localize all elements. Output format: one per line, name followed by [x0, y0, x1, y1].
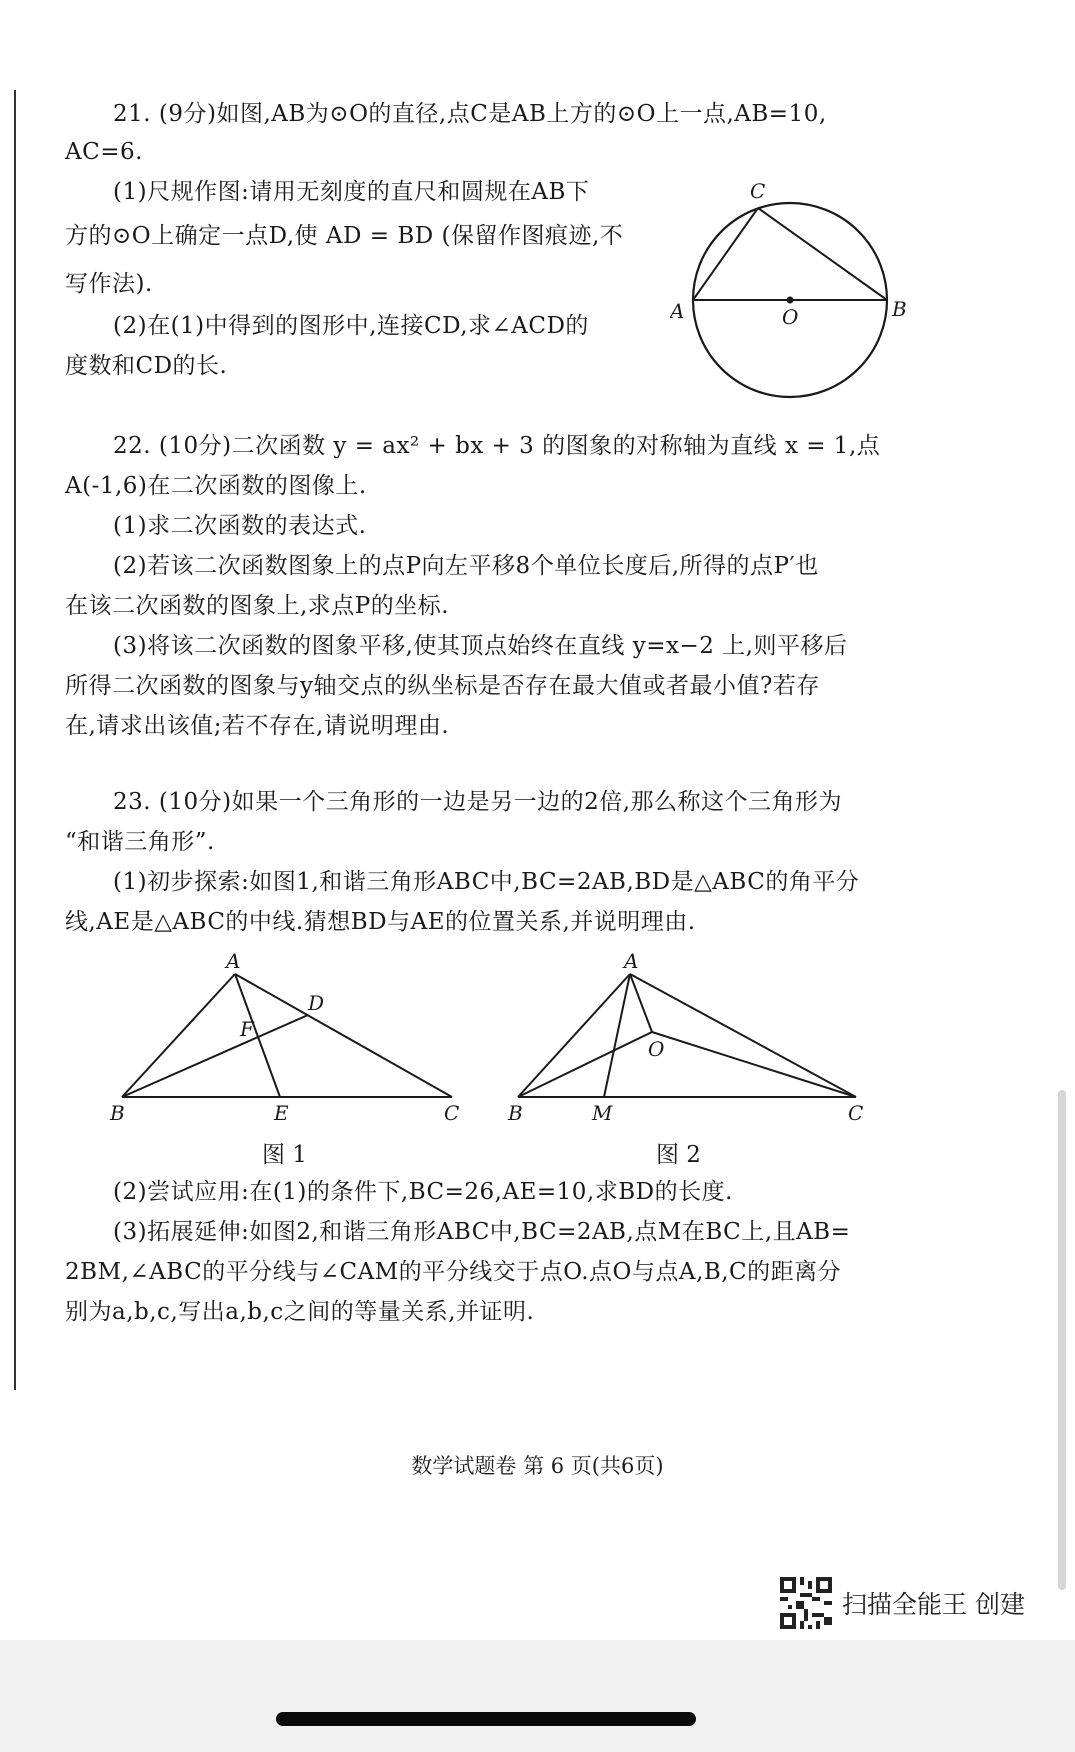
label-b: B: [892, 297, 907, 321]
segment-ao: [630, 974, 652, 1032]
brand-text: 扫描全能王 创建: [842, 1590, 1025, 1619]
q23-part3-line2: 2BM,∠ABC的平分线与∠CAM的平分线交于点O.点O与点A,B,C的距离分: [65, 1259, 842, 1285]
scrollbar[interactable]: [1058, 1090, 1066, 1590]
q21-part2-line1: (2)在(1)中得到的图形中,连接CD,求∠ACD的: [113, 313, 589, 339]
segment-bd: [122, 1015, 308, 1097]
q21-line1: 21. (9分)如图,AB为⊙O的直径,点C是AB上方的⊙O上一点,AB=10,: [113, 101, 827, 127]
label-m: M: [592, 1101, 613, 1122]
qr-code-icon: [780, 1577, 832, 1629]
q23-part1-line2: 线,AE是△ABC的中线.猜想BD与AE的位置关系,并说明理由.: [65, 909, 696, 935]
q22-part2-line2: 在该二次函数的图象上,求点P的坐标.: [65, 593, 450, 619]
q23-part3-line1: (3)拓展延伸:如图2,和谐三角形ABC中,BC=2AB,点M在BC上,且AB=: [113, 1219, 851, 1245]
q23-line2: “和谐三角形”.: [65, 829, 215, 855]
q21-part1-line1: (1)尺规作图:请用无刻度的直尺和圆规在AB下: [113, 179, 590, 205]
side-ab: [518, 974, 630, 1097]
q23-line1: 23. (10分)如果一个三角形的一边是另一边的2倍,那么称这个三角形为: [113, 789, 843, 815]
side-ab: [122, 974, 235, 1097]
q22-line2: A(-1,6)在二次函数的图像上.: [65, 473, 367, 499]
label-d: D: [308, 991, 325, 1015]
q23-part3-line3: 别为a,b,c,写出a,b,c之间的等量关系,并证明.: [65, 1299, 535, 1325]
label-o: O: [782, 305, 799, 329]
q22-line1: 22. (10分)二次函数 y = ax² + bx + 3 的图象的对称轴为直线 x = 1,点: [113, 433, 881, 459]
label-c: C: [444, 1101, 460, 1122]
center-point: [787, 297, 794, 304]
label-c: C: [848, 1101, 864, 1122]
page-footer: 数学试题卷 第 6 页(共6页): [411, 1454, 664, 1478]
label-a: A: [670, 299, 685, 323]
q23-part1-line1: (1)初步探索:如图1,和谐三角形ABC中,BC=2AB,BD是△ABC的角平分: [113, 869, 860, 895]
figure-1-caption: 图 1: [262, 1142, 307, 1168]
q21-part2-line2: 度数和CD的长.: [65, 353, 228, 379]
q22-part3-line3: 在,请求出该值;若不存在,请说明理由.: [65, 713, 450, 739]
q22-part3-line1: (3)将该二次函数的图象平移,使其顶点始终在直线 y=x−2 上,则平移后: [113, 633, 848, 659]
label-f: F: [240, 1017, 254, 1041]
q23-figure-2: [500, 952, 880, 1122]
margin-line: [14, 90, 16, 1390]
q23-figure-1: [100, 952, 480, 1122]
segment-am: [604, 974, 630, 1097]
chord-ac: [693, 208, 758, 300]
label-b: B: [508, 1101, 523, 1122]
label-b: B: [110, 1101, 125, 1122]
bottom-area: [0, 1640, 1075, 1752]
home-indicator[interactable]: [276, 1712, 696, 1726]
side-ac: [235, 974, 452, 1097]
segment-bo: [518, 1032, 652, 1097]
q22-part1: (1)求二次函数的表达式.: [113, 513, 367, 539]
chord-cb: [758, 208, 887, 300]
label-c: C: [750, 179, 766, 203]
q21-line2: AC=6.: [65, 139, 143, 165]
q23-part2: (2)尝试应用:在(1)的条件下,BC=26,AE=10,求BD的长度.: [113, 1179, 733, 1205]
label-e: E: [274, 1101, 289, 1122]
q21-part1-line3: 写作法).: [65, 271, 153, 297]
q22-part2-line1: (2)若该二次函数图象上的点P向左平移8个单位长度后,所得的点P′也: [113, 553, 819, 579]
q22-part3-line2: 所得二次函数的图象与y轴交点的纵坐标是否存在最大值或者最小值?若存: [65, 673, 820, 699]
q21-part1-line2: 方的⊙O上确定一点D,使 AD = BD (保留作图痕迹,不: [65, 223, 624, 249]
scanner-watermark: [780, 1578, 1040, 1628]
label-a: A: [226, 952, 241, 973]
label-a: A: [624, 952, 639, 973]
label-o: O: [648, 1037, 665, 1061]
q21-circle-figure: [670, 170, 920, 410]
figure-2-caption: 图 2: [656, 1142, 701, 1168]
